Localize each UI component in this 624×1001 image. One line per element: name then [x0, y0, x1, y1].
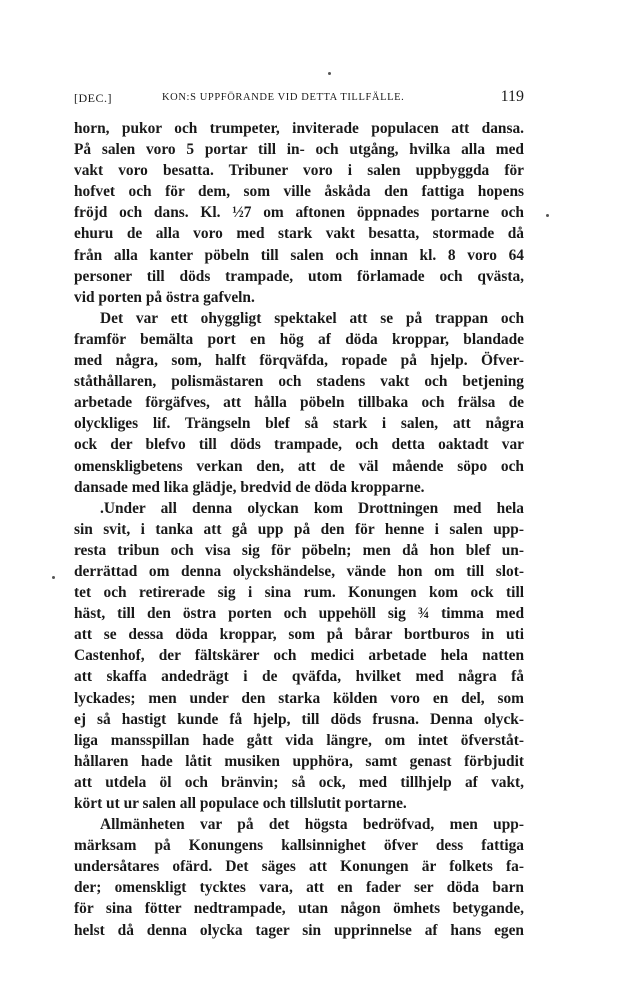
- text-line: hållaren hade låtit musiken upphöra, samt genast förbjudit: [74, 752, 524, 770]
- print-speck: [328, 72, 331, 75]
- text-line: tet och retirerade sig i sina rum. Konungen kom ock till: [74, 584, 524, 602]
- text-line: horn, pukor och trumpeter, inviterade populacen att dansa.: [74, 120, 524, 137]
- header-date-tag: [DEC.]: [74, 91, 112, 105]
- header-title: KON:S UPPFÖRANDE VID DETTA TILLFÄLLE.: [162, 92, 405, 103]
- text-line: att utdela öl och bränvin; så ock, med tillhjelp af vakt,: [74, 773, 524, 791]
- text-line: häst, till den östra porten och uppehöll sig ¾ timma med: [74, 605, 524, 623]
- text-line: .Under all denna olyckan kom Drottningen med hela: [100, 499, 524, 517]
- text-line: att se dessa döda kroppar, som på bårar bortburos in uti: [74, 626, 524, 644]
- text-line: liga mansspillan hade gått vida längre, om intet öfverståt-: [74, 731, 524, 749]
- text-line: olyckliges lif. Trängseln blef så stark i salen, att några: [74, 415, 524, 433]
- text-line: På salen voro 5 portar till in- och utgång, hvilka alla med: [74, 141, 524, 159]
- text-line: att skaffa andedrägt i de qväfda, hvilket med några få: [74, 668, 524, 686]
- text-line: Allmänheten var på det högsta bedröfvad, men upp-: [100, 816, 524, 834]
- text-line: med några, som, halft förqväfda, ropade på hjelp. Öfver-: [74, 352, 524, 370]
- text-line: ock der blefvo till döds trampade, och detta oaktadt var: [74, 436, 524, 454]
- text-line: der; omenskligt tycktes vara, att en fader ser döda barn: [74, 879, 524, 897]
- text-line: sin svit, i tanka att gå upp på den för henne i salen upp-: [74, 520, 524, 538]
- text-line: undersåtares ofärd. Det säges att Konungen är folkets fa-: [74, 858, 524, 876]
- text-line: Det var ett ohyggligt spektakel att se på trappan och: [100, 309, 524, 327]
- text-line: omenskligbetens verkan den, att de väl mående söpo och: [74, 457, 524, 475]
- print-speck: [52, 576, 55, 579]
- text-line: vakt voro besatta. Tribuner voro i salen uppbyggda för: [74, 162, 524, 180]
- text-line: ej så hastigt kunde få hjelp, till döds frusna. Denna olyck-: [74, 710, 524, 728]
- text-line: ehuru de alla voro med stark vakt besatta, stormade då: [74, 225, 524, 243]
- text-line: vid porten på östra gafveln.: [74, 288, 255, 306]
- text-line: Castenhof, der fältskärer och medici arbetade hela natten: [74, 647, 524, 665]
- text-line: arbetade förgäfves, att hålla pöbeln tillbaka och frälsa de: [74, 394, 524, 412]
- text-line: lyckades; men under den starka kölden voro en del, som: [74, 689, 524, 707]
- text-line: resta tribun och visa sig för pöbeln; men då hon blef un-: [74, 541, 524, 559]
- text-line: ståthållaren, polismästaren och stadens vakt och betjening: [74, 373, 524, 391]
- text-line: från alla kanter pöbeln till salen och innan kl. 8 voro 64: [74, 246, 524, 264]
- text-line: hofvet och för dem, som ville åskåda den fattiga hopens: [74, 183, 524, 201]
- text-line: för sina fötter nedtrampade, utan någon ömhets betygande,: [74, 900, 524, 918]
- text-line: dansade med lika glädje, bredvid de döda kropparne.: [74, 478, 425, 496]
- text-line: derrättad om denna olyckshändelse, vände hon om till slot-: [74, 562, 524, 580]
- print-speck: [546, 214, 549, 217]
- page-number: 119: [500, 88, 524, 105]
- running-header: [74, 88, 524, 110]
- text-line: personer till döds trampade, utom förlamade och qvästa,: [74, 267, 524, 285]
- body-text: [74, 118, 524, 941]
- text-line: helst då denna olycka tager sin upprinnelse af hans egen: [74, 921, 524, 939]
- text-line: fröjd och dans. Kl. ½7 om aftonen öppnades portarne och: [74, 204, 524, 222]
- text-line: kört ut ur salen all populace och tillslutit portarne.: [74, 795, 407, 812]
- text-line: märksam på Konungens kallsinnighet öfver dess fattiga: [74, 837, 524, 855]
- text-line: framför bemälta port en hög af döda kroppar, blandade: [74, 330, 524, 348]
